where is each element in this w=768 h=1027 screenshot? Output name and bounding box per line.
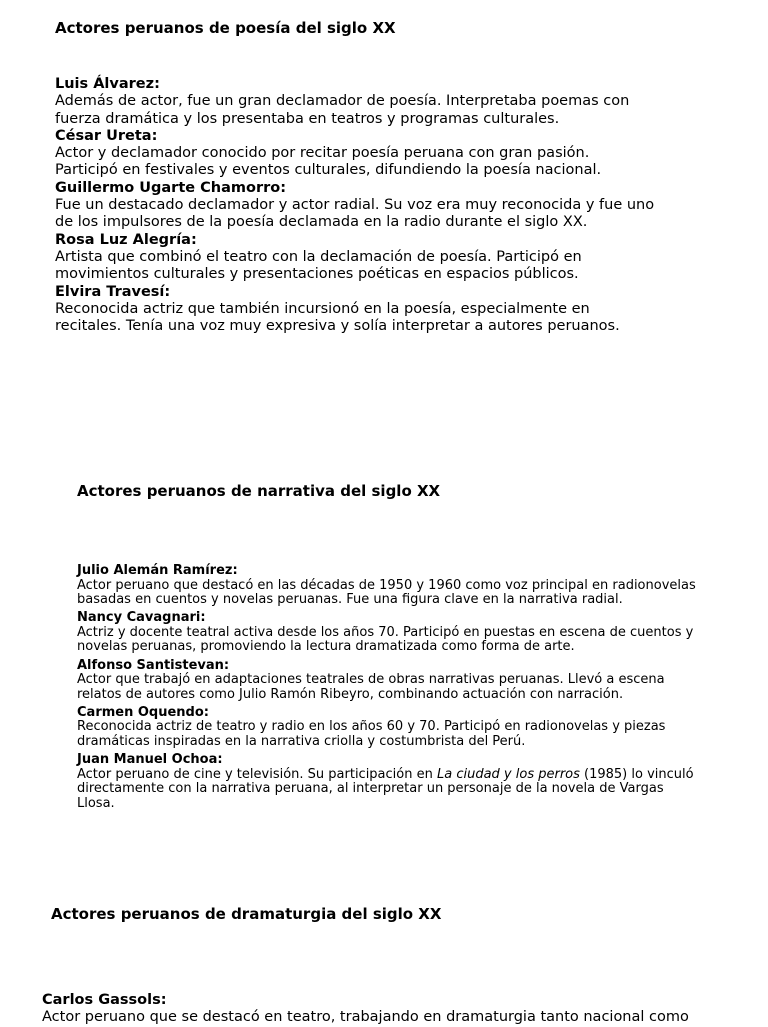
- actor-description: Actor peruano de cine y televisión. Su participación en La ciudad y los perros (1985) lo vinculó directamente con la narrativa peruana, al interpretar un personaje de la novela de Vargas Llosa.: [77, 766, 694, 811]
- poetry-actors-list: [55, 76, 655, 335]
- actor-description: Actor que trabajó en adaptaciones teatrales de obras narrativas peruanas. Llevó a escena relatos de autores como Julio Ramón Ribeyro, combinando actuación con narración.: [77, 672, 665, 702]
- list-item: [77, 753, 697, 811]
- actor-description: Además de actor, fue un gran declamador de poesía. Interpretaba poemas con fuerza dramática y los presentaba en teatros y programas culturales.: [55, 93, 630, 127]
- actor-name: Rosa Luz Alegría:: [55, 231, 197, 248]
- actor-name: Luis Álvarez:: [55, 76, 160, 92]
- actor-name: Nancy Cavagnari:: [77, 610, 206, 626]
- actor-description: Actor y declamador conocido por recitar poesía peruana con gran pasión. Participó en festivales y eventos culturales, difundiendo la poesía nacional.: [55, 145, 602, 179]
- actor-name: Alfonso Santistevan:: [77, 657, 230, 673]
- actor-name: Elvira Travesí:: [55, 283, 171, 300]
- actor-name: Juan Manuel Ochoa:: [77, 752, 223, 768]
- list-item: [77, 564, 697, 608]
- list-item: [55, 128, 655, 180]
- film-title: La ciudad y los perros: [436, 766, 580, 782]
- list-item: [77, 706, 697, 750]
- actor-description: Reconocida actriz que también incursionó en la poesía, especialmente en recitales. Tenía una voz muy expresiva y solía interpretar a autores peruanos.: [55, 300, 620, 335]
- list-item: [55, 232, 655, 284]
- actor-description: Reconocida actriz de teatro y radio en los años 60 y 70. Participó en radionovelas y piezas dramáticas inspiradas en la narrativa criolla y costumbrista del Perú.: [77, 719, 666, 750]
- actor-name: Guillermo Ugarte Chamorro:: [55, 179, 287, 196]
- list-item: [55, 76, 655, 128]
- poetry-section-title: Actores peruanos de poesía del siglo XX: [55, 19, 396, 37]
- actor-description: Actriz y docente teatral activa desde los años 70. Participó en puestas en escena de cuentos y novelas peruanas, promoviendo la lectura dramatizada como forma de arte.: [77, 624, 694, 655]
- actor-name: Julio Alemán Ramírez:: [77, 563, 238, 578]
- actor-description: Artista que combinó el teatro con la declamación de poesía. Participó en movimientos culturales y presentaciones poéticas en espacios públicos.: [55, 248, 582, 283]
- actor-description: Actor peruano que se destacó en teatro, trabajando en dramaturgia tanto nacional como: [42, 1009, 689, 1026]
- list-item: [42, 992, 742, 1027]
- list-item: [55, 284, 655, 336]
- actor-name: César Ureta:: [55, 127, 158, 144]
- narrative-actors-list: [77, 564, 697, 815]
- drama-section-title: Actores peruanos de dramaturgia del siglo XX: [51, 905, 442, 923]
- list-item: [55, 180, 655, 232]
- actor-description: Actor peruano que destacó en las décadas de 1950 y 1960 como voz principal en radionovelas basadas en cuentos y novelas peruanas. Fue una figura clave en la narrativa radial.: [77, 577, 696, 608]
- narrative-section-title: Actores peruanos de narrativa del siglo XX: [77, 482, 441, 500]
- list-item: [77, 611, 697, 655]
- actor-description: Fue un destacado declamador y actor radial. Su voz era muy reconocida y fue uno de los impulsores de la poesía declamada en la radio durante el siglo XX.: [55, 197, 655, 231]
- actor-name: Carmen Oquendo:: [77, 704, 209, 720]
- actor-name: Carlos Gassols:: [42, 992, 167, 1008]
- drama-actors-list: [42, 992, 742, 1027]
- list-item: [77, 659, 697, 703]
